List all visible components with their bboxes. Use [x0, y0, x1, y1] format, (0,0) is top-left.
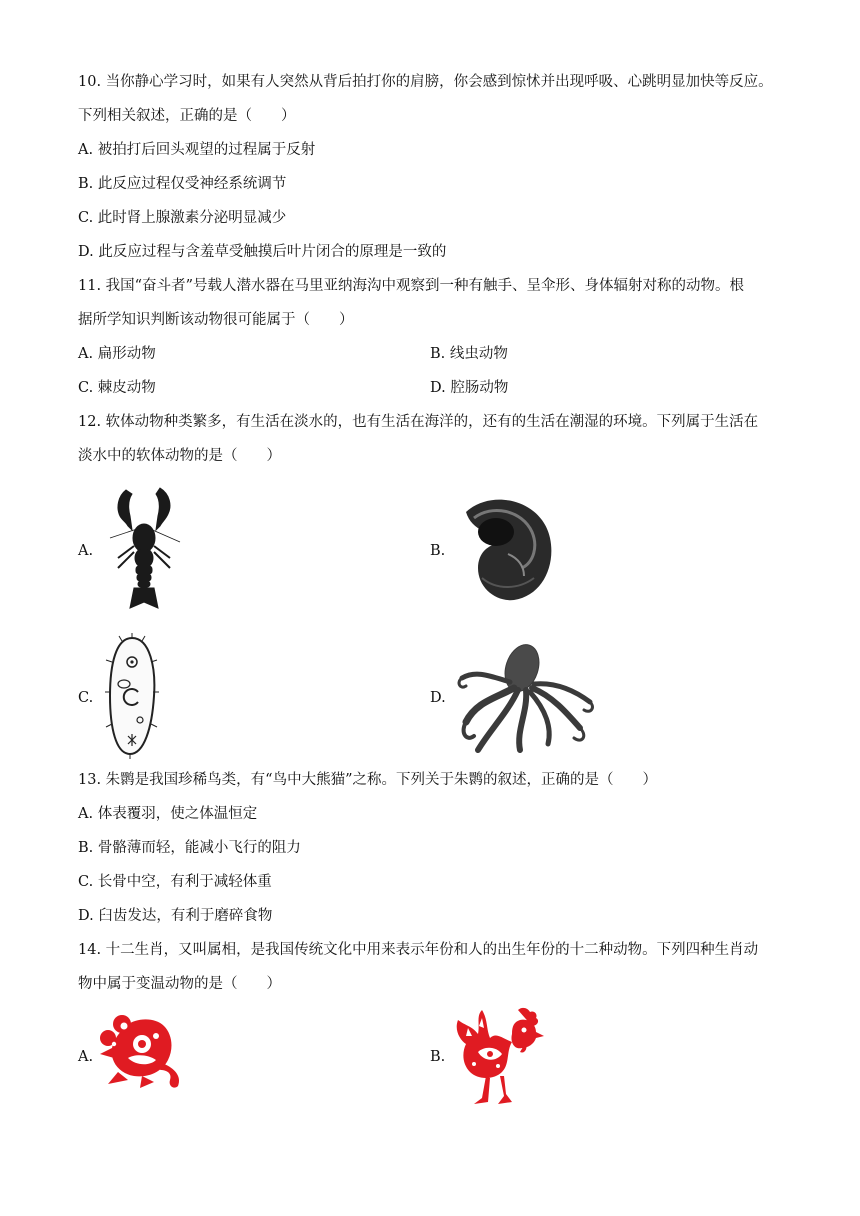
q13-option-b: B. 骨骼薄而轻，能减小飞行的阻力	[78, 840, 301, 856]
q13-stem-line-1: 13. 朱鹮是我国珍稀鸟类，有“鸟中大熊猫”之称。下列关于朱鹮的叙述，正确的是（ ）	[78, 772, 657, 788]
q14-option-a-label: A.	[78, 1049, 94, 1065]
q14-option-b-label: B.	[430, 1049, 446, 1065]
q10-option-a: A. 被拍打后回头观望的过程属于反射	[78, 142, 316, 158]
q11-option-c: C. 棘皮动物	[78, 380, 156, 396]
q11-option-d: D. 腔肠动物	[430, 380, 509, 396]
q14-stem-line-1: 14. 十二生肖，又叫属相，是我国传统文化中用来表示年份和人的出生年份的十二种动物。下列四种生肖动	[78, 942, 759, 958]
q11-stem-line-1: 11. 我国“奋斗者”号载人潜水器在马里亚纳海沟中观察到一种有触手、呈伞形、身体辐射对称的动物。根	[78, 278, 744, 294]
snail-shell-image	[452, 492, 558, 604]
q12-option-c-label: C.	[78, 690, 94, 706]
rat-papercut-image	[98, 1014, 184, 1090]
q12-option-b-label: B.	[430, 543, 446, 559]
q13-option-d: D. 臼齿发达，有利于磨碎食物	[78, 908, 273, 924]
q12-stem-line-2: 淡水中的软体动物的是（ ）	[78, 448, 281, 464]
q13-option-c: C. 长骨中空，有利于减轻体重	[78, 874, 272, 890]
q11-option-a: A. 扁形动物	[78, 346, 156, 362]
q10-stem-line-2: 下列相关叙述，正确的是（ ）	[78, 108, 296, 124]
q12-option-a-label: A.	[78, 543, 94, 559]
paramecium-image	[104, 632, 160, 760]
q11-option-b: B. 线虫动物	[430, 346, 508, 362]
crayfish-image	[104, 486, 184, 614]
q13-option-a: A. 体表覆羽，使之体温恒定	[78, 806, 258, 822]
q12-option-d-label: D.	[430, 690, 446, 706]
q10-stem-line-1: 10. 当你静心学习时，如果有人突然从背后拍打你的肩膀，你会感到惊怵并出现呼吸、心跳明显加快等反应。	[78, 74, 773, 90]
q12-stem-line-1: 12. 软体动物种类繁多，有生活在淡水的，也有生活在海洋的，还有的生活在潮湿的环境。下列属于生活在	[78, 414, 759, 430]
q10-option-b: B. 此反应过程仅受神经系统调节	[78, 176, 287, 192]
rooster-papercut-image	[452, 1006, 548, 1106]
octopus-image	[456, 632, 596, 756]
q10-option-c: C. 此时肾上腺激素分泌明显减少	[78, 210, 287, 226]
q14-stem-line-2: 物中属于变温动物的是（ ）	[78, 976, 281, 992]
q11-stem-line-2: 据所学知识判断该动物很可能属于（ ）	[78, 312, 354, 328]
q10-option-d: D. 此反应过程与含羞草受触摸后叶片闭合的原理是一致的	[78, 244, 447, 260]
